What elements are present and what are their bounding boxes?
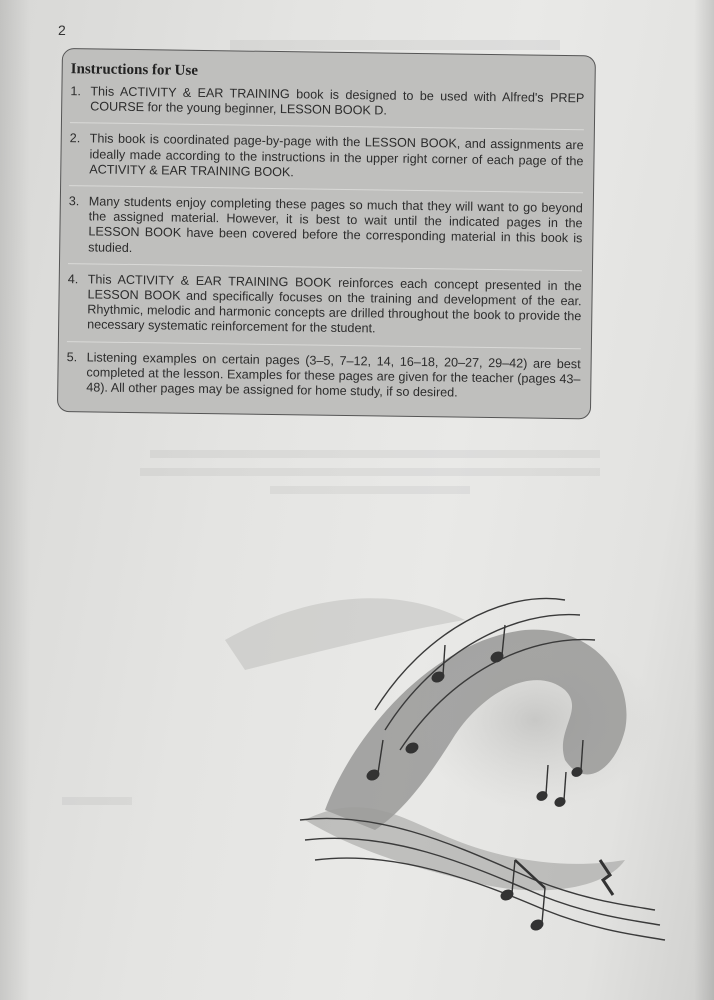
instruction-item bbox=[70, 84, 585, 131]
show-through-ghost bbox=[62, 797, 132, 805]
page-edge-shadow bbox=[694, 0, 714, 1000]
instruction-item bbox=[67, 272, 582, 349]
instructions-list bbox=[66, 84, 584, 402]
instruction-item bbox=[68, 194, 583, 271]
instruction-number: 3. bbox=[68, 194, 80, 209]
instructions-box bbox=[57, 48, 596, 419]
instruction-text: This book is coordinated page-by-page with the LESSON BOOK, and assignments are ideally made according to the instructions in the upper right corner of each page of the ACTIVITY & EAR TRAINING BOOK. bbox=[89, 131, 584, 180]
instruction-number: 4. bbox=[67, 271, 79, 287]
instruction-text: This ACTIVITY & EAR TRAINING BOOK reinforces each concept presented in the LESSON BOOK and specifically focuses on the training and development of the ear. Rhythmic, melodic and harmonic concepts are drilled throughout the book to provide the necessary systematic reinforcement for the student. bbox=[87, 272, 582, 336]
show-through-ghost bbox=[140, 468, 600, 476]
watercolor-wash bbox=[225, 598, 465, 670]
instruction-text: Many students enjoy completing these pages so much that they will want to go beyond the assigned material. However, it is best to wait until the indicated pages in the LESSON BOOK have been covered before the corresponding material in this book is studied. bbox=[88, 194, 583, 255]
page-number: 2 bbox=[58, 22, 66, 38]
instruction-text: This ACTIVITY & EAR TRAINING book is designed to be used with Alfred's PREP COURSE for the young beginner, LESSON BOOK D. bbox=[90, 84, 585, 118]
instruction-number: 5. bbox=[66, 349, 78, 364]
show-through-ghost bbox=[270, 486, 470, 494]
instruction-item bbox=[69, 132, 584, 194]
music-notes-swirl-illustration bbox=[205, 560, 685, 960]
instructions-title: Instructions for Use bbox=[70, 61, 199, 79]
show-through-ghost bbox=[230, 40, 560, 50]
page-gutter-shadow bbox=[0, 0, 30, 1000]
show-through-ghost bbox=[150, 450, 600, 458]
instruction-number: 1. bbox=[70, 84, 82, 99]
instruction-number: 2. bbox=[69, 131, 81, 146]
instruction-item bbox=[66, 350, 581, 403]
instruction-text: Listening examples on certain pages (3–5, 7–12, 14, 16–18, 20–27, 29–42) are best completed at the lesson. Examples for these pages are given for the teacher (pages 43–48). All other pages may be assigned for home study, if so desired. bbox=[86, 350, 581, 400]
